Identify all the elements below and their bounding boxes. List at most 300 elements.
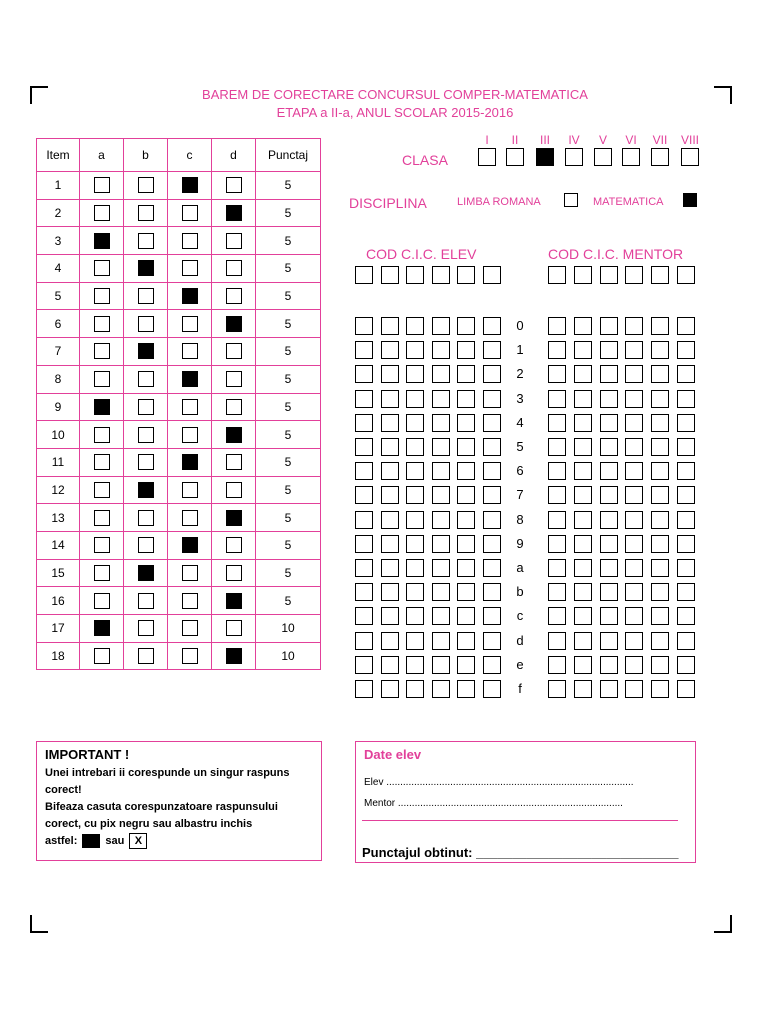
cod-mentor-digit-box[interactable] — [548, 266, 566, 284]
clasa-checkbox[interactable] — [536, 148, 554, 166]
cod-mentor-bubble[interactable] — [677, 559, 695, 577]
cod-mentor-bubble[interactable] — [548, 365, 566, 383]
cod-mentor-bubble[interactable] — [600, 390, 618, 408]
cod-elev-bubble[interactable] — [406, 365, 424, 383]
cod-mentor-bubble[interactable] — [574, 462, 592, 480]
answer-checkbox-d[interactable] — [226, 565, 242, 581]
answer-checkbox-a[interactable] — [94, 482, 110, 498]
cod-mentor-bubble[interactable] — [600, 414, 618, 432]
cod-mentor-bubble[interactable] — [651, 583, 669, 601]
cod-elev-bubble[interactable] — [432, 341, 450, 359]
option-cell-a — [80, 338, 124, 366]
cod-mentor-bubble[interactable] — [651, 414, 669, 432]
cod-mentor-bubble[interactable] — [651, 511, 669, 529]
answer-checkbox-b[interactable] — [138, 565, 154, 581]
cod-elev-bubble[interactable] — [483, 414, 501, 432]
cod-elev-bubble[interactable] — [457, 462, 475, 480]
cod-elev-digit-box[interactable] — [483, 266, 501, 284]
cod-mentor-bubble[interactable] — [600, 511, 618, 529]
cod-mentor-bubble[interactable] — [651, 656, 669, 674]
answer-checkbox-b[interactable] — [138, 593, 154, 609]
disciplina-checkbox-romana[interactable] — [564, 193, 578, 207]
cod-mentor-bubble[interactable] — [548, 680, 566, 698]
cod-mentor-bubble[interactable] — [677, 486, 695, 504]
cod-mentor-bubble[interactable] — [677, 390, 695, 408]
cod-mentor-bubble[interactable] — [548, 414, 566, 432]
cod-elev-bubble[interactable] — [355, 656, 373, 674]
answer-checkbox-a[interactable] — [94, 620, 110, 636]
cod-elev-bubble[interactable] — [432, 535, 450, 553]
cod-elev-bubble[interactable] — [483, 365, 501, 383]
cod-elev-bubble[interactable] — [355, 680, 373, 698]
cod-elev-bubble[interactable] — [432, 365, 450, 383]
cod-mentor-bubble[interactable] — [600, 462, 618, 480]
cod-mentor-bubble[interactable] — [600, 365, 618, 383]
cod-mentor-bubble[interactable] — [574, 486, 592, 504]
item-number: 8 — [37, 365, 80, 393]
cod-mentor-bubble[interactable] — [548, 341, 566, 359]
cod-elev-bubble[interactable] — [483, 390, 501, 408]
cod-mentor-bubble[interactable] — [548, 656, 566, 674]
answer-checkbox-a[interactable] — [94, 427, 110, 443]
answer-checkbox-a[interactable] — [94, 205, 110, 221]
answer-checkbox-a[interactable] — [94, 371, 110, 387]
cod-mentor-bubble[interactable] — [625, 341, 643, 359]
cod-mentor-bubble[interactable] — [625, 462, 643, 480]
cod-elev-bubble[interactable] — [381, 462, 399, 480]
option-cell-d — [212, 559, 256, 587]
answer-checkbox-c[interactable] — [182, 260, 198, 276]
cod-mentor-bubble[interactable] — [548, 511, 566, 529]
cod-elev-bubble[interactable] — [381, 341, 399, 359]
cod-mentor-bubble[interactable] — [574, 535, 592, 553]
cod-mentor-bubble[interactable] — [625, 632, 643, 650]
cod-elev-bubble[interactable] — [406, 607, 424, 625]
cod-elev-bubble[interactable] — [406, 632, 424, 650]
cod-mentor-bubble[interactable] — [600, 341, 618, 359]
cod-elev-bubble[interactable] — [355, 317, 373, 335]
cod-elev-bubble[interactable] — [381, 365, 399, 383]
cod-elev-bubble[interactable] — [483, 680, 501, 698]
cod-elev-bubble[interactable] — [381, 317, 399, 335]
cod-mentor-bubble[interactable] — [625, 607, 643, 625]
cod-mentor-bubble[interactable] — [625, 583, 643, 601]
cod-mentor-bubble[interactable] — [574, 511, 592, 529]
answer-checkbox-a[interactable] — [94, 537, 110, 553]
cod-mentor-bubble[interactable] — [600, 680, 618, 698]
cod-mentor-bubble[interactable] — [600, 607, 618, 625]
cod-mentor-bubble[interactable] — [625, 656, 643, 674]
answer-checkbox-c[interactable] — [182, 233, 198, 249]
cod-elev-bubble[interactable] — [355, 390, 373, 408]
cod-mentor-bubble[interactable] — [625, 535, 643, 553]
cod-mentor-bubble[interactable] — [625, 438, 643, 456]
answer-checkbox-a[interactable] — [94, 177, 110, 193]
cod-elev-bubble[interactable] — [483, 607, 501, 625]
cod-elev-bubble[interactable] — [432, 390, 450, 408]
cod-mentor-bubble[interactable] — [574, 656, 592, 674]
cod-mentor-bubble[interactable] — [651, 438, 669, 456]
cod-elev-bubble[interactable] — [432, 511, 450, 529]
answer-checkbox-a[interactable] — [94, 343, 110, 359]
cod-elev-bubble[interactable] — [483, 438, 501, 456]
disciplina-checkbox-matematica[interactable] — [683, 193, 697, 207]
cod-elev-bubble[interactable] — [483, 341, 501, 359]
cod-elev-bubble[interactable] — [406, 511, 424, 529]
cod-elev-bubble[interactable] — [381, 632, 399, 650]
cod-mentor-bubble[interactable] — [677, 511, 695, 529]
cod-elev-bubble[interactable] — [355, 511, 373, 529]
cod-elev-bubble[interactable] — [355, 559, 373, 577]
cod-elev-bubble[interactable] — [406, 656, 424, 674]
cod-elev-bubble[interactable] — [355, 462, 373, 480]
cod-elev-bubble[interactable] — [457, 390, 475, 408]
cod-mentor-bubble[interactable] — [677, 414, 695, 432]
cod-elev-digit-box[interactable] — [381, 266, 399, 284]
cod-elev-bubble[interactable] — [483, 511, 501, 529]
answer-checkbox-c[interactable] — [182, 454, 198, 470]
cod-mentor-digit-box[interactable] — [574, 266, 592, 284]
cod-mentor-bubble[interactable] — [651, 632, 669, 650]
answer-checkbox-b[interactable] — [138, 316, 154, 332]
answer-checkbox-c[interactable] — [182, 177, 198, 193]
cod-mentor-bubble[interactable] — [651, 462, 669, 480]
cod-elev-bubble[interactable] — [406, 559, 424, 577]
cod-elev-bubble[interactable] — [381, 680, 399, 698]
cod-elev-bubble[interactable] — [457, 656, 475, 674]
cod-elev-bubble[interactable] — [355, 632, 373, 650]
cod-mentor-bubble[interactable] — [574, 390, 592, 408]
answer-checkbox-a[interactable] — [94, 565, 110, 581]
answer-checkbox-b[interactable] — [138, 648, 154, 664]
option-cell-a — [80, 531, 124, 559]
cod-elev-bubble[interactable] — [406, 583, 424, 601]
cod-mentor-bubble[interactable] — [574, 341, 592, 359]
answer-checkbox-b[interactable] — [138, 233, 154, 249]
answer-checkbox-a[interactable] — [94, 648, 110, 664]
answer-checkbox-d[interactable] — [226, 177, 242, 193]
answer-checkbox-c[interactable] — [182, 565, 198, 581]
cod-mentor-bubble[interactable] — [625, 390, 643, 408]
answer-checkbox-d[interactable] — [226, 454, 242, 470]
clasa-option-label: II — [511, 133, 519, 147]
cod-mentor-bubble[interactable] — [651, 607, 669, 625]
cod-elev-bubble[interactable] — [355, 583, 373, 601]
answer-checkbox-b[interactable] — [138, 288, 154, 304]
cod-elev-bubble[interactable] — [432, 462, 450, 480]
cod-mentor-bubble[interactable] — [677, 438, 695, 456]
answer-checkbox-b[interactable] — [138, 343, 154, 359]
answer-checkbox-c[interactable] — [182, 371, 198, 387]
cod-mentor-bubble[interactable] — [600, 559, 618, 577]
option-cell-d — [212, 448, 256, 476]
cod-elev-bubble[interactable] — [355, 486, 373, 504]
cod-elev-digit-box[interactable] — [457, 266, 475, 284]
answer-checkbox-b[interactable] — [138, 371, 154, 387]
cod-mentor-bubble[interactable] — [677, 341, 695, 359]
answer-checkbox-b[interactable] — [138, 427, 154, 443]
answer-checkbox-b[interactable] — [138, 537, 154, 553]
cod-elev-bubble[interactable] — [457, 365, 475, 383]
cod-elev-bubble[interactable] — [432, 656, 450, 674]
answer-checkbox-a[interactable] — [94, 593, 110, 609]
cod-mentor-bubble[interactable] — [574, 365, 592, 383]
cod-mentor-bubble[interactable] — [625, 414, 643, 432]
cod-mentor-bubble[interactable] — [574, 607, 592, 625]
cod-mentor-bubble[interactable] — [548, 438, 566, 456]
cod-mentor-bubble[interactable] — [651, 535, 669, 553]
cod-mentor-digit-box[interactable] — [651, 266, 669, 284]
clasa-option-label: IV — [568, 133, 580, 147]
answer-checkbox-b[interactable] — [138, 454, 154, 470]
cod-elev-bubble[interactable] — [457, 559, 475, 577]
answer-checkbox-c[interactable] — [182, 648, 198, 664]
table-row — [37, 587, 321, 615]
answer-checkbox-c[interactable] — [182, 593, 198, 609]
cod-mentor-bubble[interactable] — [600, 486, 618, 504]
cod-elev-bubble[interactable] — [381, 607, 399, 625]
cod-elev-bubble[interactable] — [381, 486, 399, 504]
answer-checkbox-b[interactable] — [138, 205, 154, 221]
cod-mentor-bubble[interactable] — [651, 365, 669, 383]
cod-mentor-digit-box[interactable] — [600, 266, 618, 284]
clasa-checkbox[interactable] — [594, 148, 612, 166]
cod-elev-bubble[interactable] — [432, 414, 450, 432]
cod-elev-bubble[interactable] — [406, 414, 424, 432]
cod-elev-bubble[interactable] — [381, 535, 399, 553]
cod-elev-bubble[interactable] — [432, 680, 450, 698]
answer-checkbox-d[interactable] — [226, 288, 242, 304]
cod-elev-bubble[interactable] — [483, 559, 501, 577]
answer-checkbox-c[interactable] — [182, 399, 198, 415]
answer-table — [36, 138, 321, 670]
cod-mentor-bubble[interactable] — [625, 317, 643, 335]
cod-elev-bubble[interactable] — [355, 365, 373, 383]
cod-mentor-bubble[interactable] — [548, 486, 566, 504]
cod-mentor-bubble[interactable] — [677, 632, 695, 650]
cod-elev-bubble[interactable] — [457, 317, 475, 335]
cod-mentor-bubble[interactable] — [651, 486, 669, 504]
cod-elev-bubble[interactable] — [432, 438, 450, 456]
cod-mentor-bubble[interactable] — [574, 438, 592, 456]
cod-elev-bubble[interactable] — [355, 607, 373, 625]
cod-mentor-bubble[interactable] — [548, 462, 566, 480]
answer-checkbox-a[interactable] — [94, 233, 110, 249]
cod-elev-bubble[interactable] — [406, 535, 424, 553]
cod-mentor-bubble[interactable] — [625, 486, 643, 504]
answer-checkbox-b[interactable] — [138, 510, 154, 526]
cod-elev-bubble[interactable] — [483, 462, 501, 480]
cod-mentor-bubble[interactable] — [574, 632, 592, 650]
clasa-checkbox[interactable] — [478, 148, 496, 166]
answer-checkbox-a[interactable] — [94, 260, 110, 276]
cod-elev-bubble[interactable] — [432, 632, 450, 650]
cod-elev-bubble[interactable] — [355, 341, 373, 359]
answer-checkbox-d[interactable] — [226, 260, 242, 276]
cod-mentor-bubble[interactable] — [548, 535, 566, 553]
cod-elev-bubble[interactable] — [381, 511, 399, 529]
cod-mentor-bubble[interactable] — [574, 559, 592, 577]
cod-elev-bubble[interactable] — [406, 486, 424, 504]
clasa-checkbox[interactable] — [622, 148, 640, 166]
cod-mentor-bubble[interactable] — [548, 632, 566, 650]
answer-checkbox-c[interactable] — [182, 316, 198, 332]
answer-checkbox-c[interactable] — [182, 343, 198, 359]
cod-elev-bubble[interactable] — [483, 317, 501, 335]
cod-mentor-bubble[interactable] — [651, 317, 669, 335]
cod-elev-bubble[interactable] — [483, 632, 501, 650]
item-number: 18 — [37, 642, 80, 670]
cod-mentor-bubble[interactable] — [677, 535, 695, 553]
cod-elev-bubble[interactable] — [457, 680, 475, 698]
answer-checkbox-d[interactable] — [226, 316, 242, 332]
cod-elev-bubble[interactable] — [457, 486, 475, 504]
cod-mentor-bubble[interactable] — [677, 462, 695, 480]
cod-elev-bubble[interactable] — [381, 390, 399, 408]
cod-mentor-bubble[interactable] — [574, 583, 592, 601]
cod-elev-bubble[interactable] — [355, 438, 373, 456]
cod-elev-bubble[interactable] — [457, 341, 475, 359]
mentor-field[interactable]: Mentor ................................................................................. — [364, 798, 623, 809]
answer-checkbox-a[interactable] — [94, 288, 110, 304]
cod-elev-digit-box[interactable] — [432, 266, 450, 284]
cod-mentor-bubble[interactable] — [651, 680, 669, 698]
cod-elev-bubble[interactable] — [457, 607, 475, 625]
cod-mentor-bubble[interactable] — [677, 656, 695, 674]
cod-mentor-bubble[interactable] — [625, 365, 643, 383]
cod-mentor-bubble[interactable] — [651, 341, 669, 359]
cod-mentor-bubble[interactable] — [548, 390, 566, 408]
answer-checkbox-c[interactable] — [182, 537, 198, 553]
cod-mentor-bubble[interactable] — [600, 438, 618, 456]
cod-elev-bubble[interactable] — [406, 462, 424, 480]
cod-mentor-bubble[interactable] — [600, 535, 618, 553]
cod-mentor-bubble[interactable] — [677, 317, 695, 335]
answer-checkbox-a[interactable] — [94, 316, 110, 332]
cod-elev-bubble[interactable] — [406, 317, 424, 335]
answer-checkbox-d[interactable] — [226, 205, 242, 221]
cod-mentor-bubble[interactable] — [548, 607, 566, 625]
cod-elev-digit-box[interactable] — [355, 266, 373, 284]
cod-mentor-bubble[interactable] — [677, 607, 695, 625]
answer-checkbox-b[interactable] — [138, 399, 154, 415]
cod-mentor-bubble[interactable] — [600, 583, 618, 601]
answer-checkbox-a[interactable] — [94, 454, 110, 470]
cod-mentor-bubble[interactable] — [625, 680, 643, 698]
cod-mentor-bubble[interactable] — [651, 390, 669, 408]
cod-elev-bubble[interactable] — [457, 511, 475, 529]
answer-checkbox-d[interactable] — [226, 648, 242, 664]
answer-checkbox-d[interactable] — [226, 371, 242, 387]
cod-mentor-bubble[interactable] — [574, 414, 592, 432]
cod-mentor-bubble[interactable] — [574, 680, 592, 698]
answer-checkbox-a[interactable] — [94, 510, 110, 526]
cod-mentor-bubble[interactable] — [625, 511, 643, 529]
clasa-checkbox[interactable] — [681, 148, 699, 166]
clasa-checkbox[interactable] — [651, 148, 669, 166]
cod-mentor-bubble[interactable] — [548, 559, 566, 577]
cod-elev-bubble[interactable] — [432, 583, 450, 601]
answer-checkbox-d[interactable] — [226, 482, 242, 498]
cod-elev-bubble[interactable] — [432, 486, 450, 504]
cod-elev-bubble[interactable] — [457, 583, 475, 601]
cod-mentor-bubble[interactable] — [600, 632, 618, 650]
cod-mentor-digit-box[interactable] — [625, 266, 643, 284]
code-row-label: 1 — [516, 342, 524, 357]
answer-checkbox-d[interactable] — [226, 593, 242, 609]
answer-checkbox-c[interactable] — [182, 510, 198, 526]
cod-elev-bubble[interactable] — [457, 632, 475, 650]
cod-elev-bubble[interactable] — [457, 414, 475, 432]
cod-elev-bubble[interactable] — [406, 341, 424, 359]
cod-elev-bubble[interactable] — [381, 414, 399, 432]
clasa-checkbox[interactable] — [565, 148, 583, 166]
cod-mentor-bubble[interactable] — [600, 656, 618, 674]
cod-elev-bubble[interactable] — [355, 535, 373, 553]
answer-checkbox-b[interactable] — [138, 620, 154, 636]
cod-elev-bubble[interactable] — [483, 535, 501, 553]
cod-elev-bubble[interactable] — [406, 438, 424, 456]
answer-checkbox-c[interactable] — [182, 620, 198, 636]
cod-mentor-digit-box[interactable] — [677, 266, 695, 284]
answer-checkbox-c[interactable] — [182, 482, 198, 498]
cod-elev-bubble[interactable] — [406, 680, 424, 698]
cod-elev-bubble[interactable] — [432, 607, 450, 625]
cod-elev-bubble[interactable] — [483, 656, 501, 674]
answer-checkbox-d[interactable] — [226, 510, 242, 526]
cod-elev-bubble[interactable] — [381, 583, 399, 601]
answer-checkbox-b[interactable] — [138, 260, 154, 276]
answer-checkbox-d[interactable] — [226, 343, 242, 359]
cod-elev-bubble[interactable] — [457, 438, 475, 456]
cod-mentor-bubble[interactable] — [677, 365, 695, 383]
answer-checkbox-d[interactable] — [226, 537, 242, 553]
cod-mentor-bubble[interactable] — [677, 680, 695, 698]
cod-elev-bubble[interactable] — [432, 317, 450, 335]
answer-checkbox-c[interactable] — [182, 205, 198, 221]
answer-checkbox-b[interactable] — [138, 482, 154, 498]
cod-mentor-bubble[interactable] — [548, 583, 566, 601]
cod-elev-bubble[interactable] — [381, 559, 399, 577]
answer-checkbox-d[interactable] — [226, 399, 242, 415]
score-field[interactable]: Punctajul obtinut: ____________________________ — [362, 845, 679, 860]
elev-field[interactable]: Elev ......................................................................................... — [364, 777, 634, 788]
cod-mentor-bubble[interactable] — [651, 559, 669, 577]
answer-checkbox-d[interactable] — [226, 233, 242, 249]
cod-elev-bubble[interactable] — [381, 656, 399, 674]
cod-elev-bubble[interactable] — [432, 559, 450, 577]
cod-elev-bubble[interactable] — [406, 390, 424, 408]
cod-mentor-bubble[interactable] — [600, 317, 618, 335]
cod-mentor-bubble[interactable] — [574, 317, 592, 335]
answer-checkbox-d[interactable] — [226, 620, 242, 636]
answer-checkbox-b[interactable] — [138, 177, 154, 193]
cod-elev-bubble[interactable] — [355, 414, 373, 432]
clasa-checkbox[interactable] — [506, 148, 524, 166]
cod-mentor-bubble[interactable] — [625, 559, 643, 577]
answer-checkbox-d[interactable] — [226, 427, 242, 443]
answer-checkbox-a[interactable] — [94, 399, 110, 415]
cod-elev-bubble[interactable] — [483, 486, 501, 504]
cod-mentor-bubble[interactable] — [677, 583, 695, 601]
cod-elev-bubble[interactable] — [483, 583, 501, 601]
cod-elev-digit-box[interactable] — [406, 266, 424, 284]
answer-checkbox-c[interactable] — [182, 288, 198, 304]
cod-elev-bubble[interactable] — [381, 438, 399, 456]
cod-mentor-bubble[interactable] — [548, 317, 566, 335]
cod-elev-bubble[interactable] — [457, 535, 475, 553]
answer-checkbox-c[interactable] — [182, 427, 198, 443]
